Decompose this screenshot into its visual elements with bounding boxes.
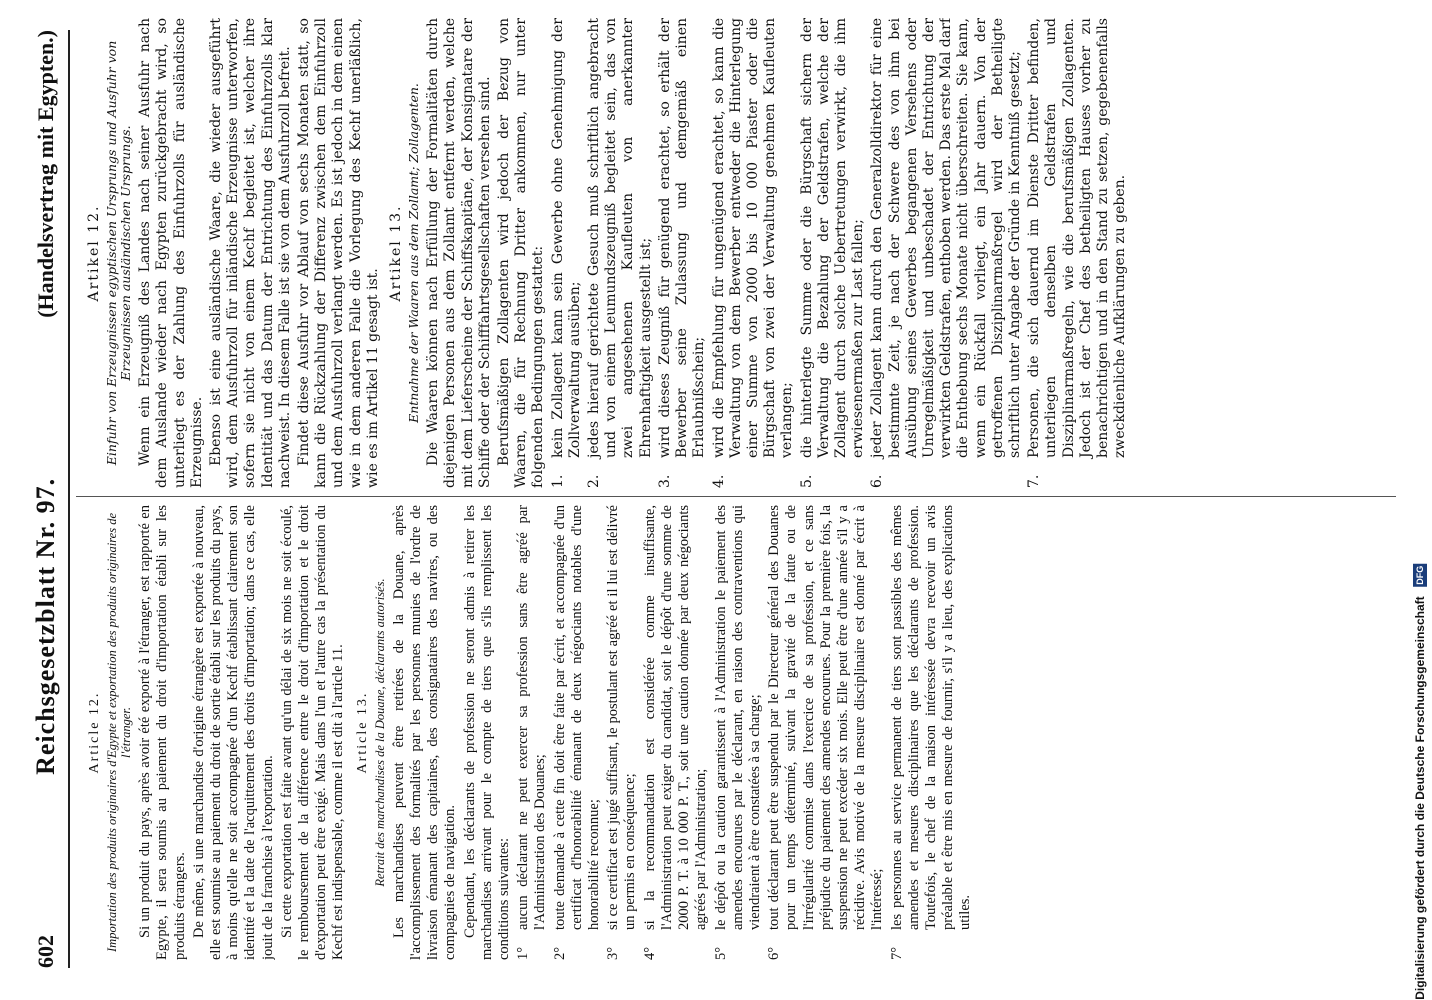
list-item <box>766 505 886 960</box>
item-number: 3. <box>656 474 673 488</box>
item-text: kein Zollagent kann sein Gewerbe ohne Genehmigung der Zollverwaltung ausüben; <box>549 18 583 458</box>
item-text: toute demande à cette fin doit être faite par écrit, et accompagnée d'un certificat d'honorabilité émanant de deux négociants notables d'une honorabilité reconnue; <box>551 505 603 930</box>
list-item <box>889 505 975 960</box>
item-number: 6. <box>869 474 886 488</box>
page-number: 602 <box>33 935 58 968</box>
paragraph: Berufsmäßigen Zollagenten wird jedoch der Bezug von Waaren, die für Rechnung Dritter ankommen, nur unter folgenden Bedingungen gestattet: <box>496 18 547 488</box>
item-number: 2. <box>586 474 603 488</box>
gazette-subtitle: (Handelsvertrag mit Egypten.) <box>33 30 58 318</box>
column-divider <box>76 496 1396 497</box>
paragraph: Die Waaren können nach Erfüllung der Formalitäten durch diejenigen Personen aus dem Zollamt entfernt werden, welche mit dem Lieferscheine der Schiffskapitäne, der Konsignatare der Schiffe oder der Schifffahrtsgesellschaften versehen sind. <box>425 18 493 488</box>
item-text: aucun déclarant ne peut exercer sa profession sans être agréé par l'Administration des Douanes; <box>515 505 549 930</box>
item-number: 2° <box>551 946 568 960</box>
list-item <box>869 18 1024 488</box>
item-number: 1° <box>515 946 532 960</box>
item-text: Personen, die sich dauernd im Dienste Dritter befinden, unterliegen denselben Geldstrafen und Disziplinarmaßregeln, wie die berufsmäßigen Zollagenten. Jedoch ist der Chef des betheiligten Hauses vorher zu benachrichtigen und in den Stand zu setzen, gegebenenfalls zweckdienliche Aufklärungen zu geben. <box>1026 18 1129 458</box>
list-item <box>586 18 655 488</box>
gazette-title: Reichsgesetzblatt Nr. 97. <box>31 477 60 775</box>
item-text: die hinterlegte Summe oder die Bürgschaft sichern der Verwaltung die Bezahlung der Geldstrafen, welche der Zollagent durch solche Uebertretungen verwirkt, die ihm erwiesenermaßen zur Last fallen; <box>798 18 867 458</box>
list-item <box>1026 18 1129 488</box>
article-12-title-fr: Article 12. <box>87 691 102 774</box>
item-number: 6° <box>766 946 783 960</box>
article-12-subtitle-de: Einfuhr von Erzeugnissen egyptischen Ursprungs und Ausfuhr von Erzeugnissen ausländischen Ursprungs. <box>104 40 134 466</box>
paragraph: Cependant, les déclarants de profession ne seront admis à retirer les marchandises arrivant pour le compte de tiers que s'ils remplissent les conditions suivantes: <box>461 505 513 960</box>
item-text: jedes hierauf gerichtete Gesuch muß schriftlich angebracht und von einem Leumundszeugniß begleitet sein, das von zwei angesehenen Kaufleuten von anerkannter Ehrenhaftigkeit ausgestellt ist; <box>586 18 654 458</box>
list-item <box>711 18 797 488</box>
french-column <box>80 505 1400 960</box>
paragraph: Wenn ein Erzeugniß des Landes nach seiner Ausfuhr nach dem Auslande wieder nach Egypten zurückgebracht wird, so unterliegt es der Zahlung des Einfuhrzolls für ausländische Erzeugnisse. <box>137 18 205 488</box>
footer-text-wrap <box>1413 558 1427 1000</box>
digitization-note: Digitalisierung gefördert durch die Deutsche Forschungsgemeinschaft <box>1413 596 1427 1000</box>
list-item <box>642 505 711 960</box>
list-item <box>515 505 549 960</box>
list-item <box>799 18 868 488</box>
item-number: 5° <box>712 946 729 960</box>
item-text: les personnes au service permanent de tiers sont passibles des mêmes amendes et mesures disciplinaires que les déclarants de profession. Toutefois, le chef de la maison intéressée devra recevoir un avis préalable et être mis en mesure de fournir, s'il y a lieu, des explications utiles. <box>888 505 974 930</box>
item-number: 4° <box>641 946 658 960</box>
item-text: tout déclarant peut être suspendu par le Directeur général des Douanes pour un temps déterminé, suivant la gravité de la faute ou de l'irrégularité commise dans l'exercice de sa profession, et ce sans préjudice du paiement des amendes encourues. Pour la première fois, la suspension ne peut excéder six mois. Elle peut être d'une année s'il y a récidive. Avis motivé de la mesure disciplinaire est donné par écrit à l'intéressé; <box>766 505 886 930</box>
paragraph: Les marchandises peuvent être retirées de la Douane, après l'accomplissement des formalités par les personnes munies de l'ordre de livraison émanant des capitaines, des consignataires des navires, ou des compagnies de navigation. <box>390 505 459 960</box>
article-13-subtitle-de: Entnahme der Waaren aus dem Zollamt; Zollagenten. <box>406 83 422 423</box>
item-number: 1. <box>549 474 566 488</box>
item-text: wird dieses Zeugniß für genügend erachtet, so erhält der Bewerber seine Zulassung und demgemäß einen Erlaubnißschein; <box>656 18 708 458</box>
list-item <box>605 505 639 960</box>
digitization-footer <box>1408 0 1432 1000</box>
item-number: 7° <box>888 946 905 960</box>
item-text: si la recommandation est considérée comme insuffisante, l'Administration peut exiger du candidat, soit le dépôt d'une somme de 2000 P. T. à 10 000 P. T., soit une caution donnée par deux négociants agréés par l'Administration; <box>641 505 710 930</box>
list-item <box>713 505 765 960</box>
page-header <box>24 30 70 968</box>
item-text: wird die Empfehlung für ungenügend erachtet, so kann die Verwaltung von dem Bewerber entweder die Hinterlegung einer Summe von 2000 bis 10 000 Piaster oder die Bürgschaft von zwei der Verwaltung genehmen Kaufleuten verlangen; <box>710 18 796 458</box>
article-12-subtitle-fr: Importation des produits originaires d'Egypte et exportation des produits originaires de l'étranger. <box>105 513 134 952</box>
article-12-title-de: Artikel 12. <box>86 204 102 302</box>
german-column <box>80 18 1400 488</box>
list-item <box>657 18 709 488</box>
item-number: 7. <box>1026 474 1043 488</box>
article-13-title-fr: Article 13. <box>354 691 370 774</box>
article-13-subtitle-fr: Retrait des marchandises de la Douane, déclarants autorisés. <box>372 578 387 887</box>
paragraph: Ebenso ist eine ausländische Waare, die wieder ausgeführt wird, dem Ausfuhrzoll für inländische Erzeugnisse unterworfen, sofern sie nicht von einem Kechf begleitet ist, welcher ihre Identität und das Datum der Entrichtung des Einfuhrzolls klar nachweist. In diesem Falle ist sie von dem Ausfuhrzoll befreit. <box>208 18 293 488</box>
list-item <box>552 505 604 960</box>
paragraph: Findet diese Ausfuhr vor Ablauf von sechs Monaten statt, so kann die Rückzahlung der Differenz zwischen dem Einfuhrzoll und dem Ausfuhrzoll verlangt werden. Es ist jedoch in dem einen wie in dem anderen Falle die Vorlegung des Kechf unerläßlich, wie es im Artikel 11 gesagt ist. <box>296 18 381 488</box>
dfg-logo-icon: DFG <box>1415 566 1425 586</box>
item-number: 3° <box>605 946 622 960</box>
list-item <box>550 18 584 488</box>
item-text: jeder Zollagent kann durch den Generalzolldirektor für eine bestimmte Zeit, je nach der Schwere des von ihm bei Ausübung seines Gewerbes begangenen Versehens oder Unregelmäßigkeit und unbeschadet der Entrichtung der verwirkten Geldstrafen, enthoben werden. Das erste Mal darf die Enthebung sechs Monate nicht überschreiten. Sie kann, wenn ein Rückfall vorliegt, ein Jahr dauern. Von der getroffenen Disziplinarmaßregel wird der Betheiligte schriftlich unter Angabe der Gründe in Kenntniß gesetzt; <box>869 18 1023 458</box>
paragraph: Si cette exportation est faite avant qu'un délai de six mois ne soit écoulé, le remboursement de la différence entre le droit d'importation et le droit d'exportation peut être exigé. Mais dans l'un et l'autre cas la présentation du Kechf est indispensable, comme il est dit à l'article 11. <box>278 505 347 960</box>
article-13-title-de: Artikel 13. <box>388 204 405 302</box>
paragraph: De même, si une marchandise d'origine étrangère est exportée à nouveau, elle est soumise au paiement du droit de sortie établi sur les produits du pays, à moins qu'elle ne soit accompagnée d'un Kechf établissant clairement son identité et la date de l'acquittement des droits d'importation; dans ce cas, elle jouit de la franchise à l'exportation. <box>190 505 276 960</box>
item-number: 5. <box>798 474 815 488</box>
item-text: si ce certificat est jugé suffisant, le postulant est agréé et il lui est délivré un permis en conséquence; <box>605 505 639 930</box>
item-number: 4. <box>710 474 727 488</box>
paragraph: Si un produit du pays, après avoir été exporté à l'étranger, est rapporté en Egypte, il sera soumis au paiement du droit d'importation établi sur les produits étrangers. <box>137 505 188 960</box>
item-text: le dépôt ou la caution garantissent à l'Administration le paiement des amendes encourues par le déclarant, en raison des contraventions qui viendraient à être constatées à sa charge; <box>712 505 763 930</box>
